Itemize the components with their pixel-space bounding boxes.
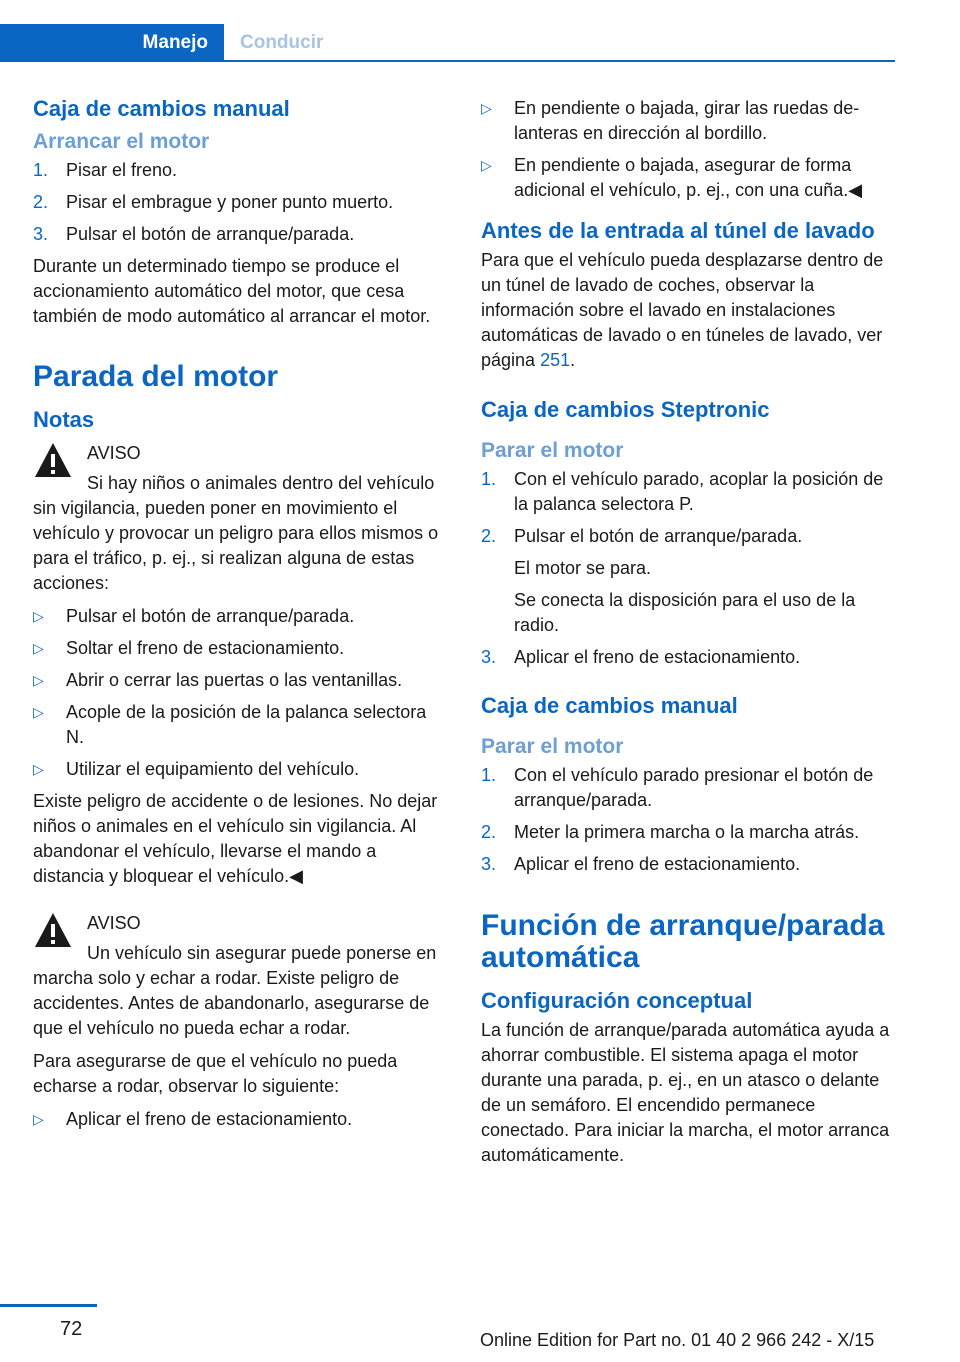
warning-triangle-icon (33, 911, 73, 949)
aviso-label: AVISO (87, 443, 141, 463)
paragraph-asegurar: Para asegurarse de que el vehículo no pueda echarse a rodar, observar lo siguiente: (33, 1051, 398, 1096)
footer-rule (0, 1304, 97, 1307)
list-item: 2. Pisar el embrague y poner punto muerto. (33, 192, 394, 212)
list-item: ▷ Pulsar el botón de arranque/parada. (33, 606, 355, 626)
heading-caja-manual: Caja de cambios manual (33, 96, 290, 121)
heading-steptronic: Caja de cambios Steptronic (481, 397, 770, 422)
warning-triangle-icon (33, 441, 73, 479)
paragraph-peligro: Existe peligro de accidente o de lesiones. No dejar niños o animales en el vehículo sin vigilancia. Al abandonar el vehículo, llevarse el mando a distancia y bloquear el vehículo.◀ (33, 791, 438, 886)
list-item: 1. Con el vehículo parado presionar el botón de arranque/parada. (481, 765, 874, 810)
heading-config: Configuración conceptual (481, 988, 753, 1013)
paragraph-durante: Durante un determinado tiempo se produce el accionamiento automático del motor, que cesa también de modo automático al arrancar el motor. (33, 256, 431, 326)
list-item: ▷ Soltar el freno de estacionamiento. (33, 638, 345, 658)
list-item: ▷ Aplicar el freno de estacionamiento. (33, 1109, 353, 1129)
tab-conducir[interactable]: Conducir (240, 32, 324, 53)
heading-tunel: Antes de la entrada al túnel de lavado (481, 218, 875, 243)
paragraph-funcion: La función de arranque/parada automática ayuda a ahorrar combustible. El sistema apaga el motor durante una parada, p. ej., en un atasco o delante de un semáforo. El encendido permanece conectado. Para iniciar la marcha, el motor arranca automáticamente. (481, 1020, 890, 1165)
list-item: ▷ Utilizar el equipamiento del vehículo. (33, 759, 360, 779)
list-item: ▷ En pendiente o bajada, girar las ruedas delanteras en dirección al bordillo. (481, 98, 860, 143)
list-item: ▷ En pendiente o bajada, asegurar de forma adicional el vehículo, p. ej., con una cuña.◀ (481, 155, 863, 200)
paragraph-tunel: Para que el vehículo pueda desplazarse dentro de un túnel de lavado de coches, observar la información sobre el lavado en instalaciones automáticas de lavado o en túneles de lavado, ver página 251. (481, 250, 884, 370)
aviso-text-1: Si hay niños o animales dentro del vehículo sin vigilancia, pueden poner en movimiento el vehículo y provocar un peligro para ellos mismos o para el tráfico, p. ej., si realizan alguna de estas acciones: (33, 473, 439, 593)
page-link[interactable]: 251 (540, 350, 571, 370)
tab-manejo[interactable]: Manejo (0, 24, 224, 62)
aviso-label: AVISO (87, 913, 141, 933)
list-item: 3. Pulsar el botón de arranque/parada. (33, 224, 355, 244)
list-item: 1. Con el vehículo parado, acoplar la posición de la palanca selectora P. (481, 469, 884, 514)
aviso-text-2: Un vehículo sin asegurar puede ponerse en marcha solo y echar a rodar. Existe peligro de accidentes. Antes de abandonarlo, asegurarse de que el vehículo no pueda echar a rodar. (33, 943, 437, 1038)
edition-text: Online Edition for Part no. 01 40 2 966 242 - X/15 (480, 1330, 875, 1350)
right-column (481, 96, 895, 1176)
list-item: ▷ Abrir o cerrar las puertas o las ventanillas. (33, 670, 403, 690)
heading-parar-1: Parar el motor (481, 439, 624, 462)
left-column (33, 96, 448, 1139)
list-item: ▷ Acople de la posición de la palanca selectora N. (33, 702, 427, 747)
heading-arrancar: Arrancar el motor (33, 130, 210, 153)
list-item: 2. Pulsar el botón de arranque/parada. El motor se para. Se conecta la disposición para el uso de la radio. (481, 526, 856, 635)
heading-parada-motor: Parada del motor (33, 360, 279, 393)
list-item: 1. Pisar el freno. (33, 160, 178, 180)
page-number: 72 (60, 1318, 83, 1340)
heading-funcion: Función de arranque/parada automática (481, 909, 885, 974)
list-item: 3. Aplicar el freno de estacionamiento. (481, 647, 801, 667)
heading-notas: Notas (33, 407, 95, 432)
list-item: 3. Aplicar el freno de estacionamiento. (481, 854, 801, 874)
heading-parar-2: Parar el motor (481, 735, 624, 758)
list-item: 2. Meter la primera marcha o la marcha atrás. (481, 822, 860, 842)
heading-manual: Caja de cambios manual (481, 693, 738, 718)
